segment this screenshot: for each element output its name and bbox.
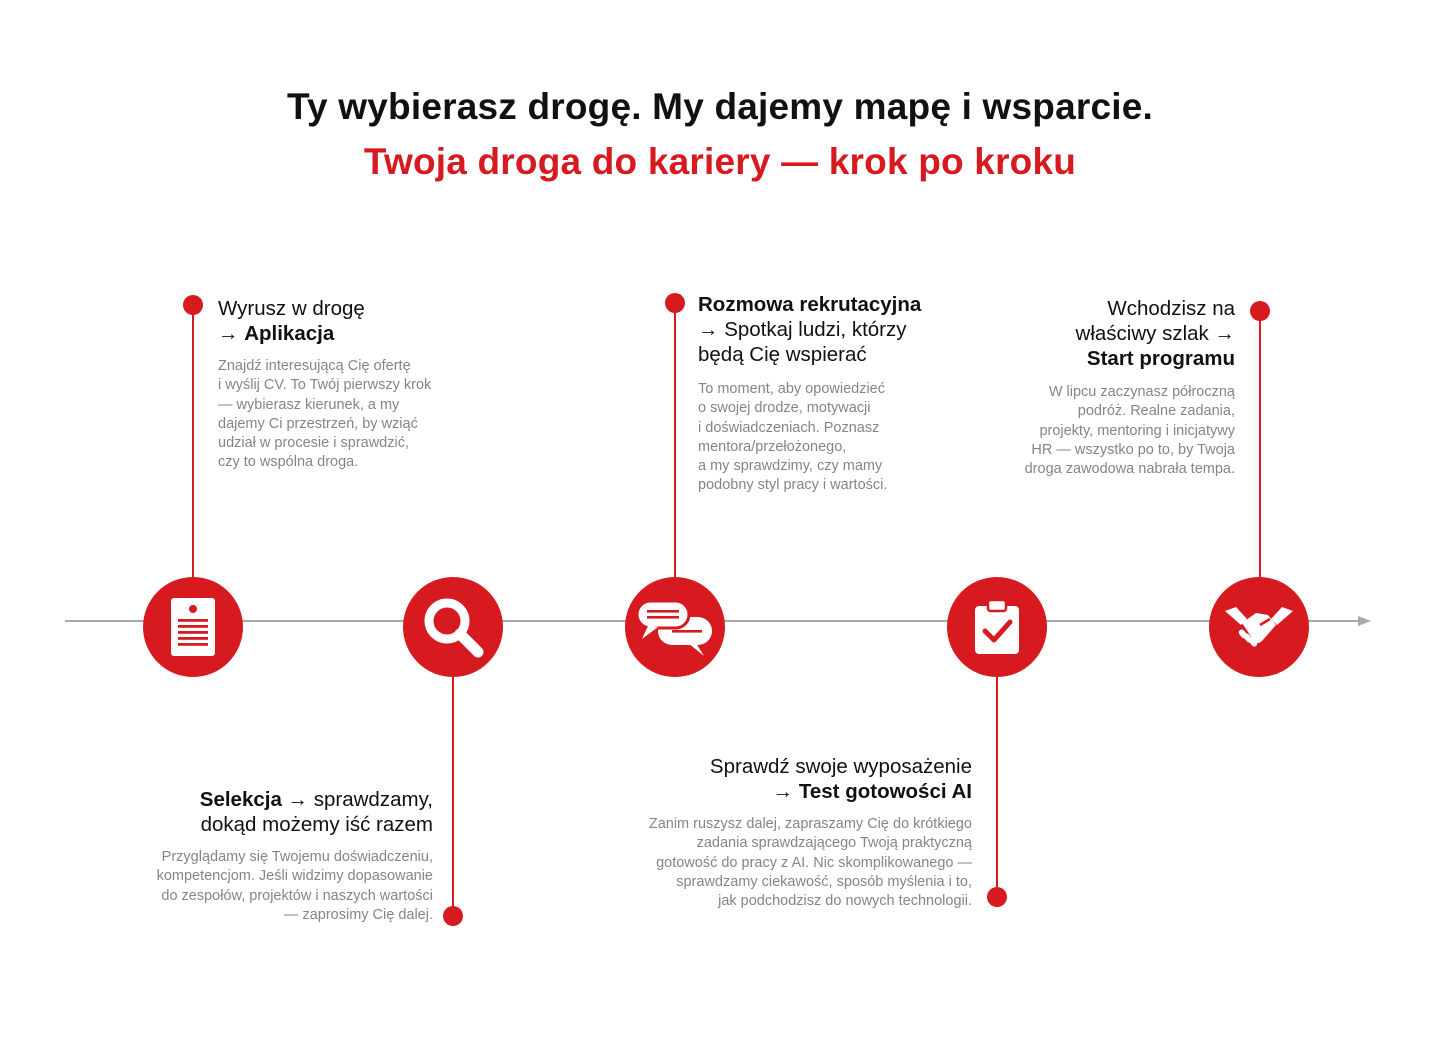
- step-4-dot: [987, 887, 1007, 907]
- connector-line-5: [1259, 311, 1261, 579]
- step-3-heading: [698, 292, 958, 367]
- step-1-circle: [143, 577, 243, 677]
- step-4-heading: [600, 754, 972, 804]
- step-4-heading-line: Sprawdź swoje wyposażenie: [709, 755, 972, 778]
- step-5-description: W lipcu zaczynasz półroczną podróż. Realne zadania, projekty, mentoring i inicjatywy HR — wszystko po to, by Twoja droga zawodowa nabrała tempa.: [1024, 384, 1235, 478]
- step-5-heading-line: Start programu: [1086, 347, 1235, 370]
- step-4-circle: [947, 577, 1047, 677]
- connector-line-2: [452, 675, 454, 915]
- timeline-arrow-icon: [1358, 616, 1371, 626]
- step-2-heading-line: dokąd możemy iść razem: [200, 813, 433, 836]
- step-4-heading-line: → Test gotowości AI: [772, 780, 972, 803]
- step-1-heading: [218, 296, 478, 346]
- magnifier-icon: [420, 594, 486, 660]
- step-3-dot: [665, 293, 685, 313]
- step-1-dot: [183, 295, 203, 315]
- connector-line-1: [192, 305, 194, 580]
- step-3-circle: [625, 577, 725, 677]
- step-5-dot: [1250, 301, 1270, 321]
- step-1-text: [218, 296, 478, 473]
- handshake-icon: [1222, 603, 1296, 651]
- step-3-heading-line: będą Cię wspierać: [698, 343, 867, 366]
- step-1-heading-line: Wyrusz w drogę: [218, 297, 365, 320]
- step-1-heading-line: → Aplikacja: [218, 322, 335, 345]
- step-4-text: [600, 754, 972, 911]
- step-5-heading-line: Wchodzisz na: [1107, 297, 1235, 320]
- step-2-heading: [120, 787, 433, 837]
- step-1-description: Znajdź interesującą Cię ofertę i wyślij CV. To Twój pierwszy krok — wybierasz kierunek, a my dajemy Ci przestrzeń, by wziąć udział w procesie i sprawdzić, czy to wspólna droga.: [218, 358, 432, 471]
- step-3-heading-line: Rozmowa rekrutacyjna: [698, 293, 922, 316]
- step-2-description: Przyglądamy się Twojemu doświadczeniu, kompetencjom. Jeśli widzimy dopasowanie do zespołów, projektów i naszych wartości — zaprosimy Cię dalej.: [156, 849, 433, 923]
- step-2-dot: [443, 906, 463, 926]
- step-5-text: [975, 296, 1235, 479]
- step-5-heading-line: właściwy szlak →: [1075, 322, 1235, 345]
- clipboard-check-icon: [973, 598, 1021, 656]
- step-5-circle: [1209, 577, 1309, 677]
- connector-line-4: [996, 675, 998, 897]
- step-3-heading-line: → Spotkaj ludzi, którzy: [698, 318, 907, 341]
- step-2-heading-line: Selekcja → sprawdzamy,: [199, 788, 433, 811]
- step-2-text: [120, 787, 433, 925]
- page-subtitle: Twoja droga do kariery — krok po kroku: [363, 141, 1077, 182]
- document-icon: [169, 596, 217, 658]
- page-title: Ty wybierasz drogę. My dajemy mapę i wsparcie.: [286, 86, 1154, 127]
- step-2-circle: [403, 577, 503, 677]
- step-3-description: To moment, aby opowiedzieć o swojej drodze, motywacji i doświadczeniach. Poznasz mentora/przełożonego, a my sprawdzimy, czy mamy podobny styl pracy i wartości.: [698, 381, 888, 494]
- step-3-text: [698, 292, 958, 496]
- step-5-heading: [975, 296, 1235, 371]
- step-4-description: Zanim ruszysz dalej, zapraszamy Cię do krótkiego zadania sprawdzającego Twoją praktyczną gotowość do pracy z AI. Nic skomplikowanego — sprawdzamy ciekawość, sposób myślenia i to, jak podchodzisz do nowych technologii.: [648, 816, 972, 910]
- connector-line-3: [674, 303, 676, 580]
- chat-bubbles-icon: [634, 595, 716, 659]
